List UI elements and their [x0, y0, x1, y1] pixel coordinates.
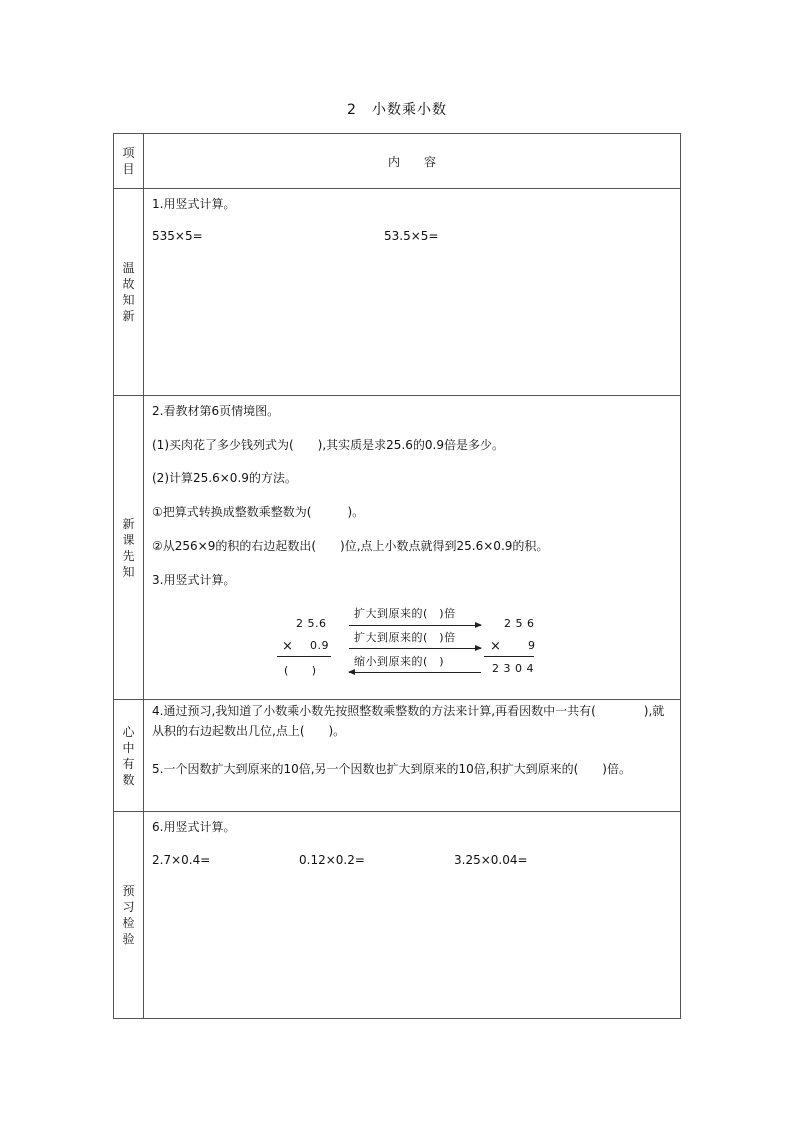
- label-char: 知: [122, 293, 135, 307]
- calc-2.7x0.4: 2.7×0.4=: [152, 853, 211, 867]
- left-rule: [277, 656, 331, 657]
- section-new-lesson: [114, 396, 681, 700]
- arrow-3-label: 缩小到原来的( ): [354, 655, 445, 668]
- right-result: 2 3 0 4: [492, 662, 534, 675]
- section-new-lesson-content: [144, 396, 681, 700]
- left-multiplicand: 2 5.6: [296, 617, 327, 630]
- section-new-lesson-label: [114, 396, 144, 700]
- page-title: 2 小数乘小数: [347, 102, 447, 118]
- label-char: 检: [122, 916, 135, 930]
- label-char: 先: [122, 548, 135, 563]
- arrow-2-label: 扩大到原来的( )倍: [354, 631, 456, 644]
- header-item-cell: [114, 134, 144, 189]
- arrow-right-icon: [349, 625, 481, 626]
- question-2: 2.看教材第6页情境图。: [152, 404, 280, 418]
- right-multiplier: 9: [528, 639, 536, 652]
- left-times-sign: ×: [282, 639, 294, 654]
- label-char: 心: [122, 724, 135, 739]
- arrow-1-label: 扩大到原来的( )倍: [354, 607, 456, 620]
- section-review: [114, 189, 681, 396]
- label-char: 新: [122, 516, 135, 531]
- section-summary: [114, 700, 681, 812]
- question-2-2: (2)计算25.6×0.9的方法。: [152, 471, 297, 485]
- header-content-cell: 内 容: [144, 134, 681, 189]
- section-review-content: [144, 189, 681, 396]
- question-2-2-step-2: ②从256×9的积的右边起数出( )位,点上小数点就得到25.6×0.9的积。: [152, 539, 549, 553]
- calc-535x5: 535×5=: [152, 229, 203, 243]
- header-row: [114, 134, 681, 189]
- question-2-2-step-1: ①把算式转换成整数乘整数为( )。: [152, 505, 365, 519]
- arrow-right-icon: [349, 648, 481, 649]
- left-multiplier: 0.9: [310, 639, 329, 652]
- calc-53.5x5: 53.5×5=: [384, 229, 439, 243]
- arrow-left-icon: [349, 672, 481, 673]
- header-item-label-2: 目: [122, 162, 135, 176]
- section-summary-label: [114, 700, 144, 812]
- label-char: 数: [122, 772, 135, 787]
- header-item-label-1: 项: [122, 146, 135, 160]
- label-char: 温: [122, 261, 135, 275]
- question-3: 3.用竖式计算。: [152, 573, 236, 587]
- worksheet-table: [113, 133, 681, 1019]
- left-result: ( ): [284, 664, 317, 677]
- label-char: 验: [122, 932, 135, 946]
- label-char: 新: [122, 309, 135, 323]
- label-char: 预: [122, 884, 135, 898]
- right-multiplicand: 2 5 6: [504, 617, 535, 630]
- calc-3.25x0.04: 3.25×0.04=: [454, 853, 528, 867]
- label-char: 有: [122, 756, 135, 771]
- label-char: 中: [122, 740, 135, 755]
- section-review-label: [114, 189, 144, 396]
- section-check-content: [144, 812, 681, 1019]
- label-char: 知: [122, 564, 135, 579]
- question-5: 5.一个因数扩大到原来的10倍,另一个因数也扩大到原来的10倍,积扩大到原来的( )倍。: [152, 762, 631, 776]
- right-rule: [484, 656, 534, 657]
- question-6: 6.用竖式计算。: [152, 820, 236, 834]
- question-1: 1.用竖式计算。: [152, 197, 236, 211]
- section-check: [114, 812, 681, 1019]
- calc-0.12x0.2: 0.12×0.2=: [299, 853, 365, 867]
- label-char: 课: [122, 532, 135, 547]
- section-summary-content: [144, 700, 681, 812]
- question-4: 4.通过预习,我知道了小数乘小数先按照整数乘整数的方法来计算,再看因数中一共有( ),就从积的右边起数出几位,点上( )。: [152, 704, 665, 738]
- right-times-sign: ×: [490, 639, 502, 654]
- label-char: 习: [122, 900, 135, 914]
- section-check-label: [114, 812, 144, 1019]
- label-char: 故: [122, 277, 135, 291]
- question-2-1: (1)买肉花了多少钱列式为( ),其实质是求25.6的0.9倍是多少。: [152, 438, 504, 452]
